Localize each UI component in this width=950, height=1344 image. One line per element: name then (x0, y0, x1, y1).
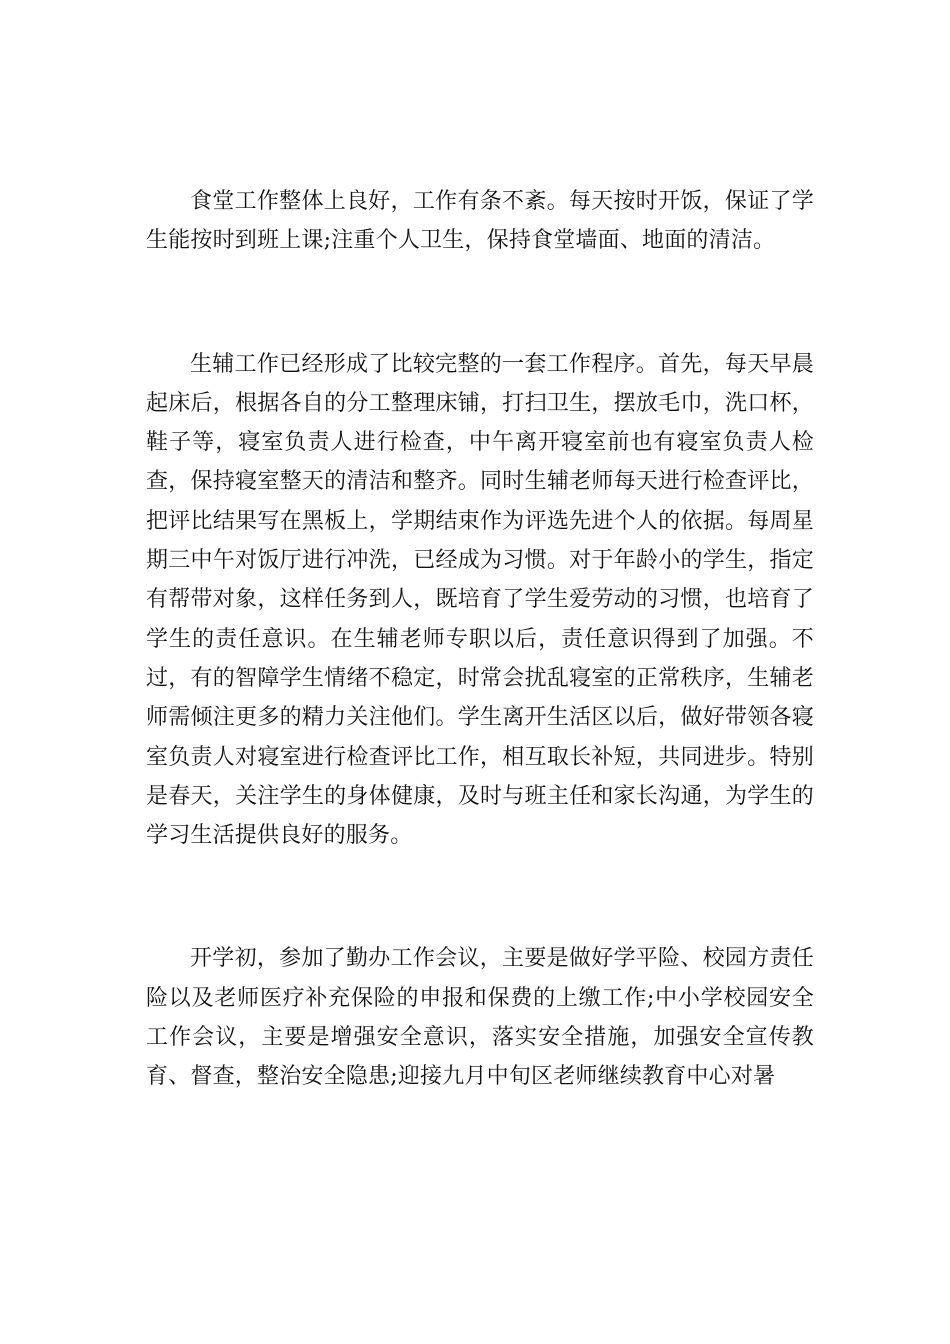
paragraph-canteen: 食堂工作整体上良好，工作有条不紊。每天按时开饭，保证了学生能按时到班上课;注重个人卫生，保持食堂墙面、地面的清洁。 (146, 189, 814, 254)
paragraph-dormitory: 生辅工作已经形成了比较完整的一套工作程序。首先，每天早晨起床后，根据各自的分工整理床铺，打扫卫生，摆放毛巾，洗口杯，鞋子等，寝室负责人进行检查，中午离开寝室前也有寝室负责人检查，保持寝室整天的清洁和整齐。同时生辅老师每天进行检查评比，把评比结果写在黑板上，学期结束作为评选先进个人的依据。每周星期三中午对饭厅进行冲洗，已经成为习惯。对于年龄小的学生，指定有帮带对象，这样任务到人，既培育了学生爱劳动的习惯，也培育了学生的责任意识。在生辅老师专职以后，责任意识得到了加强。不过，有的智障学生情绪不稳定，时常会扰乱寝室的正常秩序，生辅老师需倾注更多的精力关注他们。学生离开生活区以后，做好带领各寝室负责人对寝室进行检查评比工作，相互取长补短，共同进步。特别是春天，关注学生的身体健康，及时与班主任和家长沟通，为学生的学习生活提供良好的服务。 (146, 351, 814, 849)
paragraph-meetings: 开学初，参加了勤办工作会议，主要是做好学平险、校园方责任险以及老师医疗补充保险的申报和保费的上缴工作;中小学校园安全工作会议，主要是增强安全意识，落实安全措施，加强安全宣传教育、督查，整治安全隐患;迎接九月中旬区老师继续教育中心对暑 (146, 946, 814, 1090)
document-body (146, 182, 814, 1097)
